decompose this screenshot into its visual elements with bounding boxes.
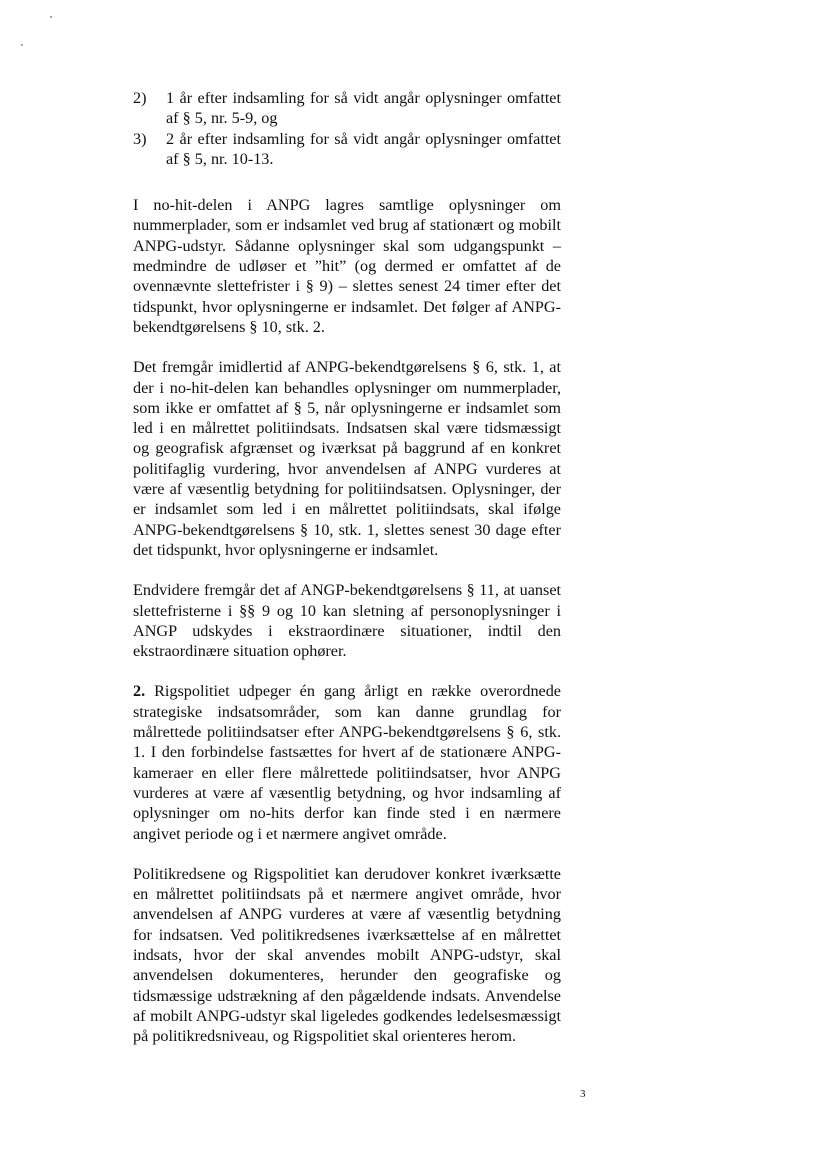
paragraph-section-2 xyxy=(133,681,561,843)
list-item xyxy=(133,88,561,129)
list-item-number: 2) xyxy=(133,89,147,107)
list-item-text: 2 år efter indsamling for så vidt angår oplysninger omfattet af § 5, nr. 10-13. xyxy=(166,129,561,168)
document-body xyxy=(133,88,561,1066)
scan-speck xyxy=(21,44,23,46)
list-item xyxy=(133,129,561,170)
scan-speck xyxy=(50,16,52,18)
paragraph-targeted-effort: Det fremgår imidlertid af ANPG-bekendtgørelsens § 6, stk. 1, at der i no-hit-delen kan behandles oplysninger om nummerplader, som ikke er omfattet af § 5, når oplysningerne er indsamlet som led i en målrettet politiindsats. Indsatsen skal være tidsmæssigt og geografisk afgrænset og iværksat på baggrund af en konkret politifaglig vurdering, hvor anvendelsen af ANPG vurderes at være af væsentlig betydning for politiindsatsen. Oplysninger, der er indsamlet som led i en målrettet politiindsats, skal ifølge ANPG-bekendtgørelsens § 10, stk. 1, slettes senest 30 dage efter det tidspunkt, hvor oplysningerne er indsamlet. xyxy=(133,358,561,559)
paragraph-no-hit-storage: I no-hit-delen i ANPG lagres samtlige oplysninger om nummerplader, som er indsamlet ved brug af stationært og mobilt ANPG-udstyr. Sådanne oplysninger skal som udgangspunkt – medmindre de udløser et ”hit” (og dermed er omfattet af de ovennævnte slettefrister i § 9) – slettes senest 24 timer efter det tidspunkt, hvor oplysningerne er indsamlet. Det følger af ANPG-bekendtgørelsens § 10, stk. 2. xyxy=(133,196,561,336)
paragraph-extraordinary-situations: Endvidere fremgår det af ANGP-bekendtgørelsens § 11, at uanset slettefristerne i §§ 9 og 10 kan sletning af personoplysninger i ANGP udskydes i ekstraordinære situationer, indtil den ekstraordinære situation ophører. xyxy=(133,581,561,661)
page-number: 3 xyxy=(580,1088,586,1100)
section-2-text: Rigspolitiet udpeger én gang årligt en række overordnede strategiske indsatsområder, som kan danne grundlag for målrettede politiindsatser efter ANPG-bekendtgørelsens § 6, stk. 1. I den forbindelse fastsættes for hvert af de stationære ANPG-kameraer en eller flere målrettede politiindsatser, hvor ANPG vurderes at være af væsentlig betydning, og hvor indsamling af oplysninger om no-hits derfor kan finde sted i en nærmere angivet periode og i et nærmere angivet område. xyxy=(133,682,561,843)
list-item-text: 1 år efter indsamling for så vidt angår oplysninger omfattet af § 5, nr. 5-9, og xyxy=(166,89,561,128)
list-item-number: 3) xyxy=(133,129,147,148)
section-number: 2. xyxy=(133,682,146,701)
paragraph-police-districts: Politikredsene og Rigspolitiet kan derudover konkret iværksætte en målrettet politiindsats på et nærmere angivet område, hvor anvendelsen af ANPG vurderes at være af væsentlig betydning for indsatsen. Ved politikredsenes iværksættelse af en målrettet indsats, hvor der skal anvendes mobilt ANPG-udstyr, skal anvendelsen dokumenteres, herunder den geografiske og tidsmæssige udstrækning af den pågældende indsats. Anvendelse af mobilt ANPG-udstyr skal ligeledes godkendes ledelsesmæssigt på politikredsniveau, og Rigspolitiet skal orienteres herom. xyxy=(133,864,561,1046)
numbered-list xyxy=(133,88,561,169)
